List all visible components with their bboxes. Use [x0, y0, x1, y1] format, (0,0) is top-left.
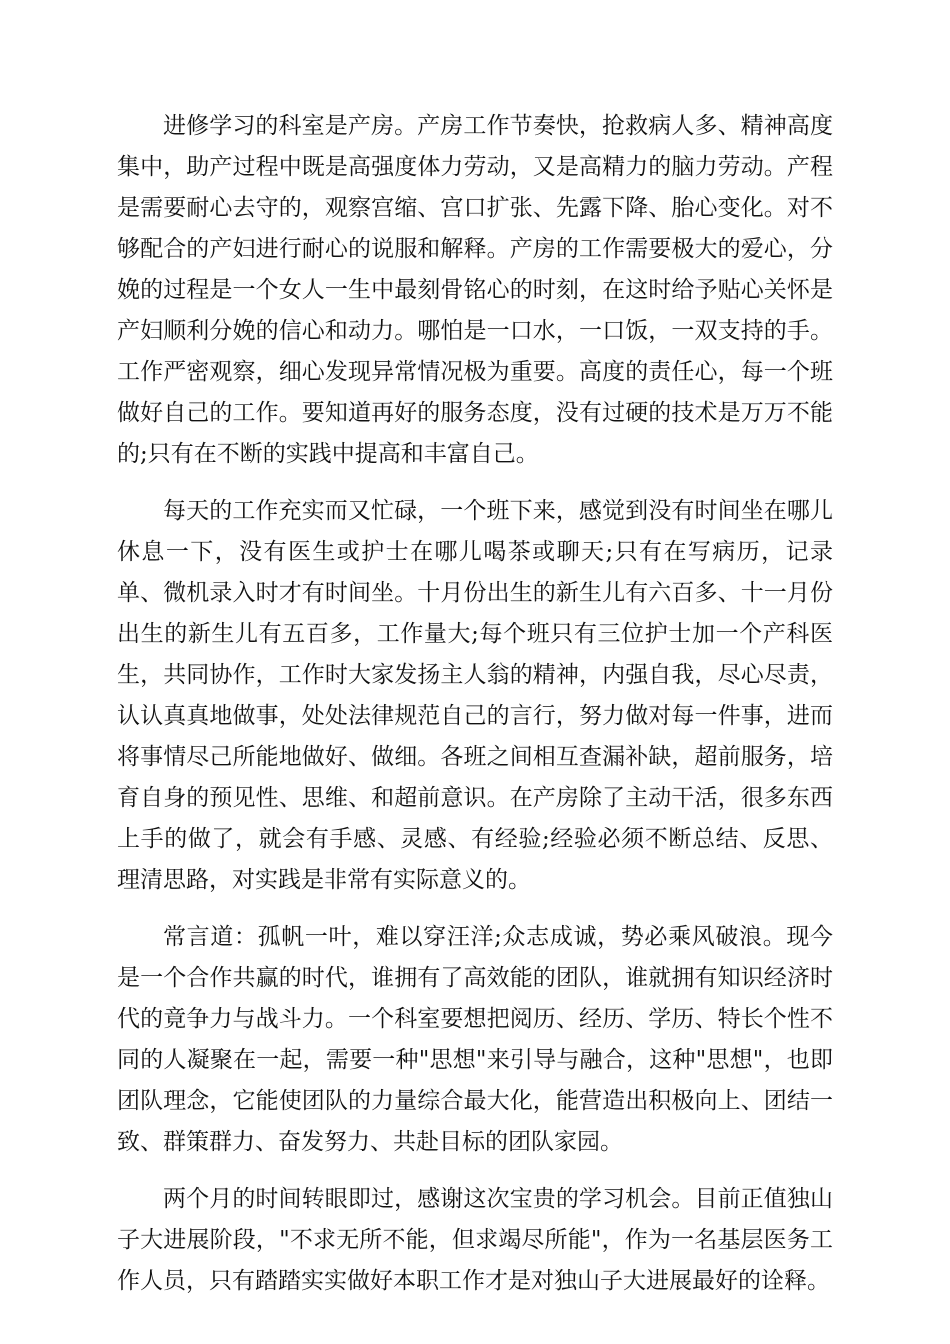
document-body [117, 106, 833, 1302]
paragraph-daily-work: 每天的工作充实而又忙碌，一个班下来，感觉到没有时间坐在哪儿休息一下，没有医生或护士在哪儿喝茶或聊天;只有在写病历，记录单、微机录入时才有时间坐。十月份出生的新生儿有六百多、十一月份出生的新生儿有五百多，工作量大;每个班只有三位护士加一个产科医生，共同协作，工作时大家发扬主人翁的精神，内强自我，尽心尽责，认认真真地做事，处处法律规范自己的言行，努力做对每一件事，进而将事情尽己所能地做好、做细。各班之间相互查漏补缺，超前服务，培育自身的预见性、思维、和超前意识。在产房除了主动干活，很多东西上手的做了，就会有手感、灵感、有经验;经验必须不断总结、反思、理清思路，对实践是非常有实际意义的。 [117, 498, 833, 893]
paragraph-conclusion: 两个月的时间转眼即过，感谢这次宝贵的学习机会。目前正值独山子大进展阶段，"不求无所不能，但求竭尽所能"，作为一名基层医务工作人员，只有踏踏实实做好本职工作才是对独山子大进展最好的诠释。 [117, 1186, 833, 1294]
paragraph-delivery-room: 进修学习的科室是产房。产房工作节奏快，抢救病人多、精神高度集中，助产过程中既是高强度体力劳动，又是高精力的脑力劳动。产程是需要耐心去守的，观察宫缩、宫口扩张、先露下降、胎心变化。对不够配合的产妇进行耐心的说服和解释。产房的工作需要极大的爱心，分娩的过程是一个女人一生中最刻骨铭心的时刻，在这时给予贴心关怀是产妇顺利分娩的信心和动力。哪怕是一口水，一口饭，一双支持的手。工作严密观察，细心发现异常情况极为重要。高度的责任心，每一个班做好自己的工作。要知道再好的服务态度，没有过硬的技术是万万不能的;只有在不断的实践中提高和丰富自己。 [117, 113, 833, 467]
paragraph-teamwork: 常言道：孤帆一叶，难以穿汪洋;众志成诚，势必乘风破浪。现今是一个合作共赢的时代，谁拥有了高效能的团队，谁就拥有知识经济时代的竟争力与战斗力。一个科室要想把阅历、经历、学历、特长个性不同的人凝聚在一起，需要一种"思想"来引导与融合，这种"思想"，也即团队理念，它能使团队的力量综合最大化，能营造出积极向上、团结一致、群策群力、奋发努力、共赴目标的团队家园。 [117, 924, 833, 1155]
